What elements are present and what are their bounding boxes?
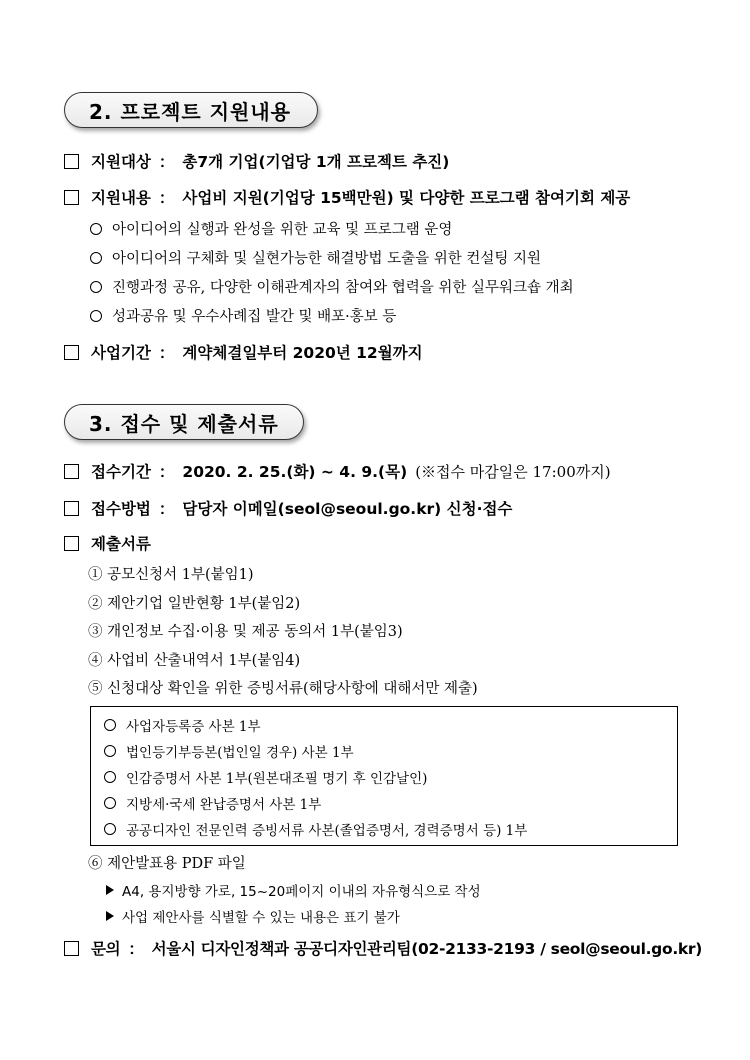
section-3-title-text: 3. 접수 및 제출서류 (89, 411, 279, 436)
format-bullet-2 (106, 906, 400, 926)
contact-item (64, 937, 702, 959)
triangle-bullet-icon (106, 911, 114, 921)
receipt-period-label: 접수기간 (91, 463, 151, 481)
box-item-5 (104, 819, 527, 839)
contact-text: 서울시 디자인정책과 공공디자인관리팀(02-2133-2193 / seol@seoul.go.kr) (151, 940, 703, 958)
box-item-3 (104, 767, 427, 787)
receipt-period-sep: ： (158, 463, 175, 481)
circle-bullet-icon (90, 252, 102, 264)
circle-bullet-icon (104, 719, 116, 731)
box-item-2 (104, 741, 354, 761)
receipt-period-item (64, 460, 611, 482)
checkbox-square-icon (64, 941, 79, 956)
section-2-title-text: 2. 프로젝트 지원내용 (89, 99, 291, 124)
checkbox-square-icon (64, 345, 79, 360)
sub-item-4 (90, 305, 396, 326)
box-item-5-text: 공공디자인 전문인력 증빙서류 사본(졸업증명서, 경력증명서 등) 1부 (126, 823, 528, 839)
receipt-method-sep: ： (158, 500, 175, 518)
checkbox-square-icon (64, 190, 79, 205)
project-period-item (64, 341, 423, 363)
doc-4 (88, 649, 300, 670)
support-content-sep: ： (158, 189, 175, 207)
circle-bullet-icon (104, 797, 116, 809)
support-target-label: 지원대상 (91, 153, 151, 171)
receipt-deadline-note: (※접수 마감일은 17:00까지) (415, 462, 611, 481)
doc-1 (88, 563, 254, 584)
sub-item-1-text: 아이디어의 실행과 완성을 위한 교육 및 프로그램 운영 (112, 222, 453, 238)
doc-1-text: ① 공모신청서 1부(붙임1) (88, 567, 254, 583)
box-item-1 (104, 715, 261, 735)
checkbox-square-icon (64, 536, 79, 551)
circle-bullet-icon (104, 823, 116, 835)
support-content-item (64, 186, 630, 208)
sub-item-4-text: 성과공유 및 우수사례집 발간 및 배포·홍보 등 (112, 309, 397, 325)
sub-item-3 (90, 276, 574, 297)
box-item-4-text: 지방세·국세 완납증명서 사본 1부 (126, 797, 322, 813)
circle-bullet-icon (90, 310, 102, 322)
support-target-sep: ： (158, 153, 175, 171)
support-target-text: 총7개 기업(기업당 1개 프로젝트 추진) (182, 153, 450, 171)
circle-bullet-icon (90, 281, 102, 293)
doc-3 (88, 620, 403, 641)
support-target-item (64, 150, 449, 172)
section-3-title (64, 404, 304, 440)
doc-5-text: ⑤ 신청대상 확인을 위한 증빙서류(해당사항에 대해서만 제출) (88, 681, 478, 697)
contact-sep: ： (128, 940, 144, 958)
doc-2-text: ② 제안기업 일반현황 1부(붙임2) (88, 596, 301, 612)
sub-item-2-text: 아이디어의 구체화 및 실현가능한 해결방법 도출을 위한 컨설팅 지원 (112, 251, 542, 267)
project-period-text: 계약체결일부터 2020년 12월까지 (182, 344, 423, 362)
doc-5 (88, 677, 478, 698)
circle-bullet-icon (90, 223, 102, 235)
format-bullet-1 (106, 880, 481, 900)
doc-4-text: ④ 사업비 산출내역서 1부(붙임4) (88, 653, 301, 669)
box-item-2-text: 법인등기부등본(법인일 경우) 사본 1부 (126, 745, 354, 761)
project-period-sep: ： (158, 344, 175, 362)
support-content-text: 사업비 지원(기업당 15백만원) 및 다양한 프로그램 참여기회 제공 (182, 189, 631, 207)
sub-item-3-text: 진행과정 공유, 다양한 이해관계자의 참여와 협력을 위한 실무워크숍 개최 (112, 280, 574, 296)
doc-6-text: ⑥ 제안발표용 PDF 파일 (88, 856, 246, 872)
support-content-label: 지원내용 (91, 189, 151, 207)
documents-label: 제출서류 (91, 535, 151, 553)
doc-3-text: ③ 개인정보 수집·이용 및 제공 동의서 1부(붙임3) (88, 624, 403, 640)
contact-label: 문의 (91, 940, 121, 958)
documents-item (64, 532, 151, 554)
circle-bullet-icon (104, 745, 116, 757)
box-item-4 (104, 793, 321, 813)
checkbox-square-icon (64, 464, 79, 479)
triangle-bullet-icon (106, 885, 114, 895)
doc-6 (88, 852, 246, 873)
format-bullet-1-text: A4, 용지방향 가로, 15~20페이지 이내의 자유형식으로 작성 (122, 884, 481, 900)
sub-item-2 (90, 247, 541, 268)
section-2-title (64, 92, 318, 128)
checkbox-square-icon (64, 154, 79, 169)
sub-item-1 (90, 218, 452, 239)
box-item-3-text: 인감증명서 사본 1부(원본대조필 명기 후 인감날인) (126, 771, 428, 787)
receipt-period-text: 2020. 2. 25.(화) ~ 4. 9.(목) (182, 463, 408, 481)
checkbox-square-icon (64, 501, 79, 516)
receipt-method-item (64, 497, 512, 519)
box-item-1-text: 사업자등록증 사본 1부 (126, 719, 261, 735)
receipt-method-text: 담당자 이메일(seol@seoul.go.kr) 신청·접수 (182, 500, 513, 518)
doc-2 (88, 592, 300, 613)
circle-bullet-icon (104, 771, 116, 783)
receipt-method-label: 접수방법 (91, 500, 151, 518)
project-period-label: 사업기간 (91, 344, 151, 362)
format-bullet-2-text: 사업 제안사를 식별할 수 있는 내용은 표기 불가 (122, 910, 400, 926)
